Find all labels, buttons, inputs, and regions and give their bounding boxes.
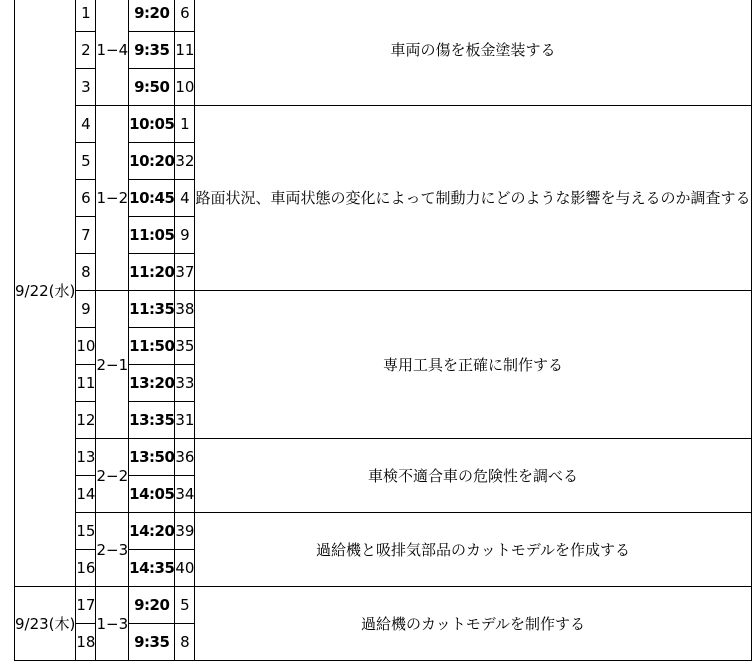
theme-title-cell: 車両の傷を板金塗装する (195, 0, 751, 106)
team-number-cell: 37 (175, 254, 195, 291)
group-cell: 1−3 (96, 587, 129, 661)
time-cell: 14:35 (129, 550, 175, 587)
table-row (15, 106, 752, 143)
order-number-cell: 7 (76, 217, 96, 254)
team-number-cell: 6 (175, 0, 195, 32)
theme-title-cell: 過給機のカットモデルを制作する (195, 587, 751, 661)
time-cell: 11:05 (129, 217, 175, 254)
group-cell: 2−1 (96, 291, 129, 439)
team-number-cell: 35 (175, 328, 195, 365)
time-cell: 9:35 (129, 32, 175, 69)
team-number-cell: 10 (175, 69, 195, 106)
group-cell: 2−3 (96, 513, 129, 587)
schedule-table (14, 0, 752, 661)
time-cell: 14:05 (129, 476, 175, 513)
order-number-cell: 18 (76, 624, 96, 661)
time-cell: 10:45 (129, 180, 175, 217)
time-cell: 9:50 (129, 69, 175, 106)
team-number-cell: 38 (175, 291, 195, 328)
team-number-cell: 8 (175, 624, 195, 661)
time-cell: 13:35 (129, 402, 175, 439)
time-cell: 11:35 (129, 291, 175, 328)
order-number-cell: 6 (76, 180, 96, 217)
team-number-cell: 33 (175, 365, 195, 402)
order-number-cell: 15 (76, 513, 96, 550)
table-row (15, 513, 752, 550)
order-number-cell: 3 (76, 69, 96, 106)
table-row (15, 291, 752, 328)
theme-title-cell: 専用工具を正確に制作する (195, 291, 751, 439)
time-cell: 10:20 (129, 143, 175, 180)
team-number-cell: 9 (175, 217, 195, 254)
time-cell: 9:20 (129, 0, 175, 32)
team-number-cell: 39 (175, 513, 195, 550)
team-number-cell: 5 (175, 587, 195, 624)
team-number-cell: 1 (175, 106, 195, 143)
time-cell: 9:35 (129, 624, 175, 661)
time-cell: 11:50 (129, 328, 175, 365)
team-number-cell: 40 (175, 550, 195, 587)
team-number-cell: 11 (175, 32, 195, 69)
team-number-cell: 36 (175, 439, 195, 476)
order-number-cell: 16 (76, 550, 96, 587)
schedule-body (15, 0, 752, 661)
team-number-cell: 31 (175, 402, 195, 439)
order-number-cell: 5 (76, 143, 96, 180)
group-cell: 1−4 (96, 0, 129, 106)
order-number-cell: 4 (76, 106, 96, 143)
order-number-cell: 12 (76, 402, 96, 439)
team-number-cell: 34 (175, 476, 195, 513)
order-number-cell: 13 (76, 439, 96, 476)
theme-title-cell: 過給機と吸排気部品のカットモデルを作成する (195, 513, 751, 587)
table-row (15, 587, 752, 624)
group-cell: 2−2 (96, 439, 129, 513)
time-cell: 13:20 (129, 365, 175, 402)
group-cell: 1−2 (96, 106, 129, 291)
table-row (15, 0, 752, 32)
team-number-cell: 4 (175, 180, 195, 217)
order-number-cell: 10 (76, 328, 96, 365)
order-number-cell: 11 (76, 365, 96, 402)
order-number-cell: 17 (76, 587, 96, 624)
time-cell: 9:20 (129, 587, 175, 624)
order-number-cell: 9 (76, 291, 96, 328)
team-number-cell: 32 (175, 143, 195, 180)
date-cell: 9/23(木) (15, 587, 76, 661)
theme-title-cell: 車検不適合車の危険性を調べる (195, 439, 751, 513)
time-cell: 14:20 (129, 513, 175, 550)
table-row (15, 439, 752, 476)
order-number-cell: 14 (76, 476, 96, 513)
theme-title-cell: 路面状況、車両状態の変化によって制動力にどのような影響を与えるのか調査する (195, 106, 751, 291)
order-number-cell: 8 (76, 254, 96, 291)
date-cell: 9/22(水) (15, 0, 76, 587)
time-cell: 11:20 (129, 254, 175, 291)
order-number-cell: 1 (76, 0, 96, 32)
time-cell: 10:05 (129, 106, 175, 143)
time-cell: 13:50 (129, 439, 175, 476)
order-number-cell: 2 (76, 32, 96, 69)
